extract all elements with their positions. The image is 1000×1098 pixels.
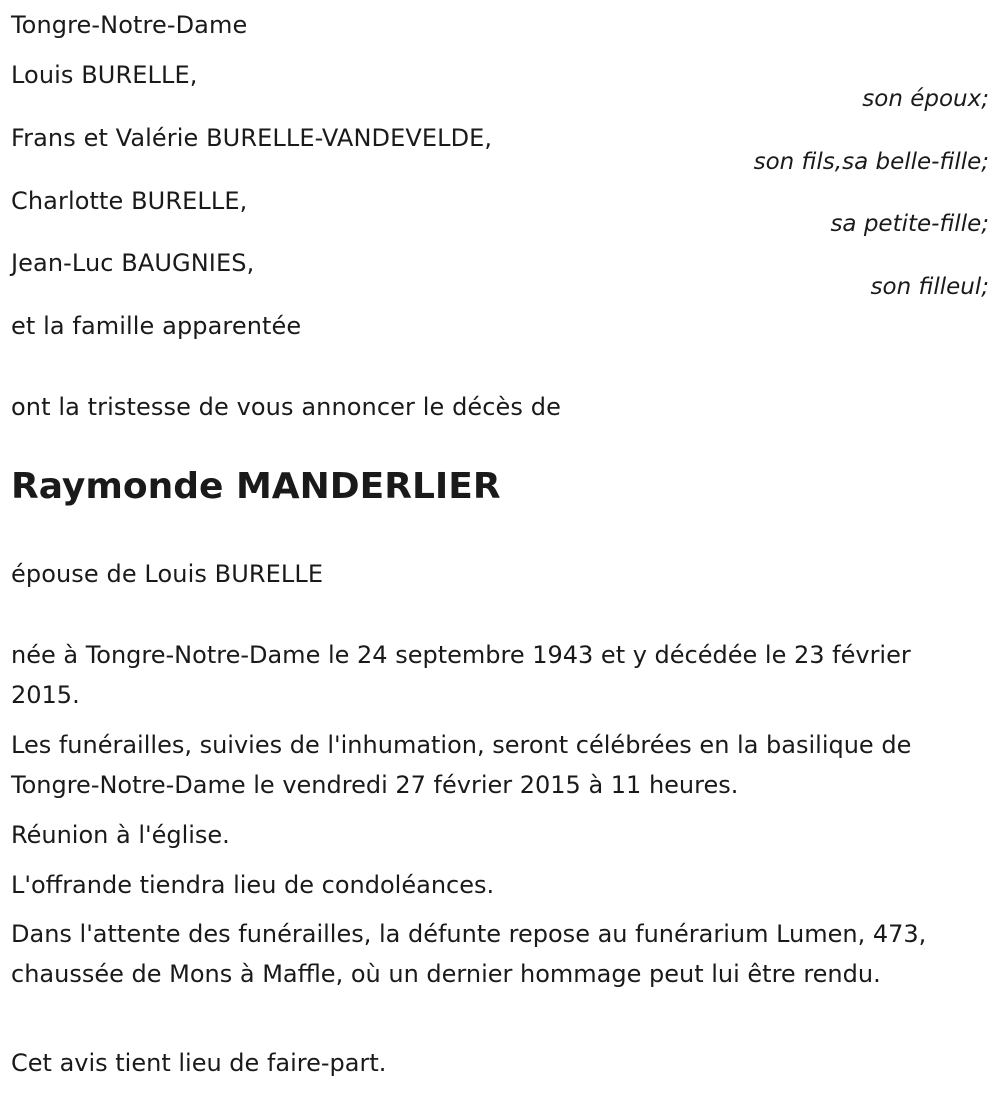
- family-member-relation: son époux;: [862, 86, 989, 112]
- deceased-name: Raymonde MANDERLIER: [11, 466, 501, 507]
- family-member-name: Charlotte BURELLE,: [11, 187, 248, 215]
- deceased-spouse: épouse de Louis BURELLE: [11, 560, 324, 588]
- funeral-text: Les funérailles, suivies de l'inhumation, seront célébrées en la basilique de Tongre-Notre-Dame le vendredi 27 février 2015 à 11 heures.: [11, 731, 912, 799]
- family-member-name: Frans et Valérie BURELLE-VANDEVELDE,: [11, 124, 493, 152]
- family-member-name: Jean-Luc BAUGNIES,: [11, 249, 255, 277]
- birth-death-text: née à Tongre-Notre-Dame le 24 septembre 1943 et y décédée le 23 février 2015.: [11, 641, 911, 709]
- notice-text: Cet avis tient lieu de faire-part.: [11, 1049, 387, 1077]
- family-member-relation: son fils,sa belle-fille;: [753, 149, 989, 175]
- meeting-text: Réunion à l'église.: [11, 821, 230, 849]
- family-member-name: Louis BURELLE,: [11, 61, 198, 89]
- family-member-relation: son filleul;: [870, 274, 989, 300]
- family-closing: et la famille apparentée: [11, 312, 302, 340]
- offering-text: L'offrande tiendra lieu de condoléances.: [11, 871, 495, 899]
- announcement-text: ont la tristesse de vous annoncer le décès de: [11, 393, 561, 421]
- repose-text: Dans l'attente des funérailles, la défunte repose au funérarium Lumen, 473, chaussée de Mons à Maffle, où un dernier hommage peut lui être rendu.: [11, 920, 927, 988]
- family-member-relation: sa petite-fille;: [830, 211, 989, 237]
- obituary-notice: [11, 0, 991, 1098]
- header-place: Tongre-Notre-Dame: [11, 11, 248, 39]
